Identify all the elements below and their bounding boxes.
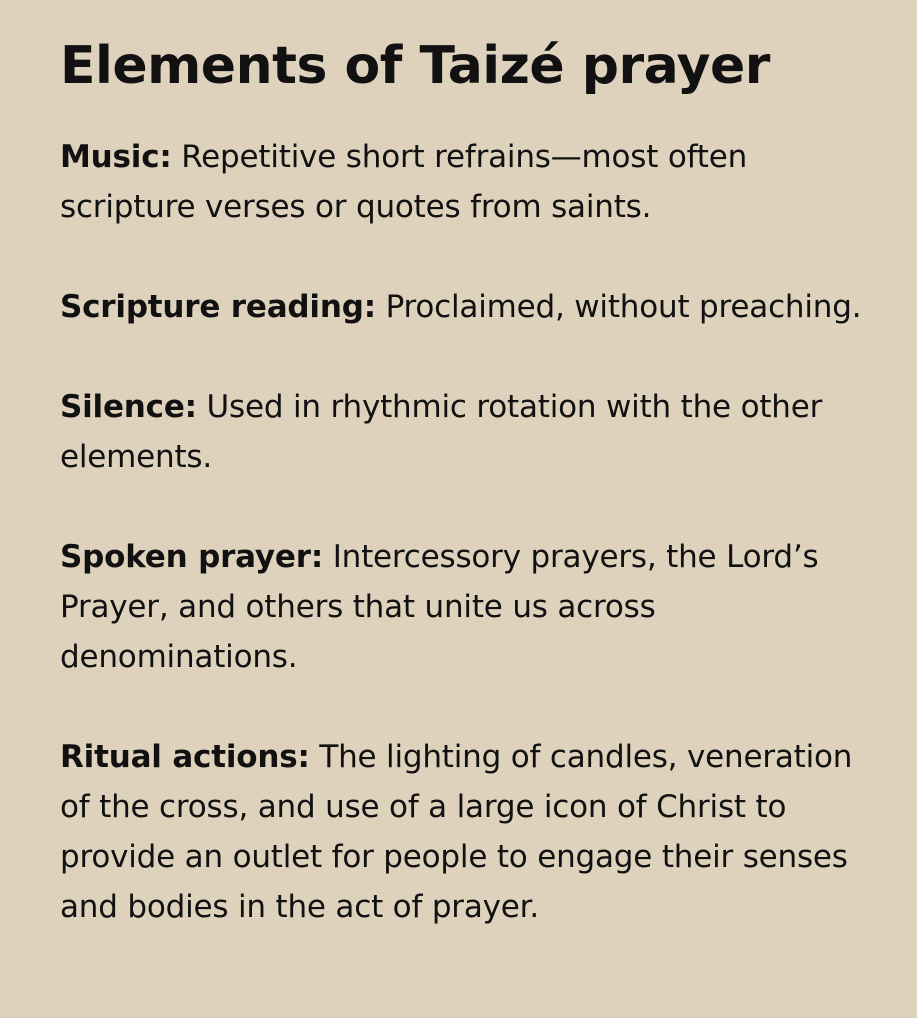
element-scripture-reading: [60, 282, 877, 332]
element-silence: [60, 382, 877, 482]
element-description: Used in rhythmic rotation with the other elements.: [60, 389, 823, 475]
element-music: [60, 132, 877, 232]
element-term: Spoken prayer:: [60, 539, 324, 575]
sidebar-title: Elements of Taizé prayer: [60, 36, 770, 96]
element-term: Scripture reading:: [60, 289, 376, 325]
element-term: Silence:: [60, 389, 197, 425]
element-description: Intercessory prayers, the Lord’s Prayer, and others that unite us across denominations.: [60, 539, 819, 675]
element-spoken-prayer: [60, 532, 877, 682]
element-ritual-actions: [60, 732, 877, 932]
element-description: Repetitive short refrains—most often scripture verses or quotes from saints.: [60, 139, 748, 225]
element-description: Proclaimed, without preaching.: [385, 289, 862, 325]
element-term: Ritual actions:: [60, 739, 310, 775]
element-description: The lighting of candles, veneration of the cross, and use of a large icon of Christ to provide an outlet for people to engage their senses and bodies in the act of prayer.: [60, 739, 853, 925]
element-term: Music:: [60, 139, 172, 175]
